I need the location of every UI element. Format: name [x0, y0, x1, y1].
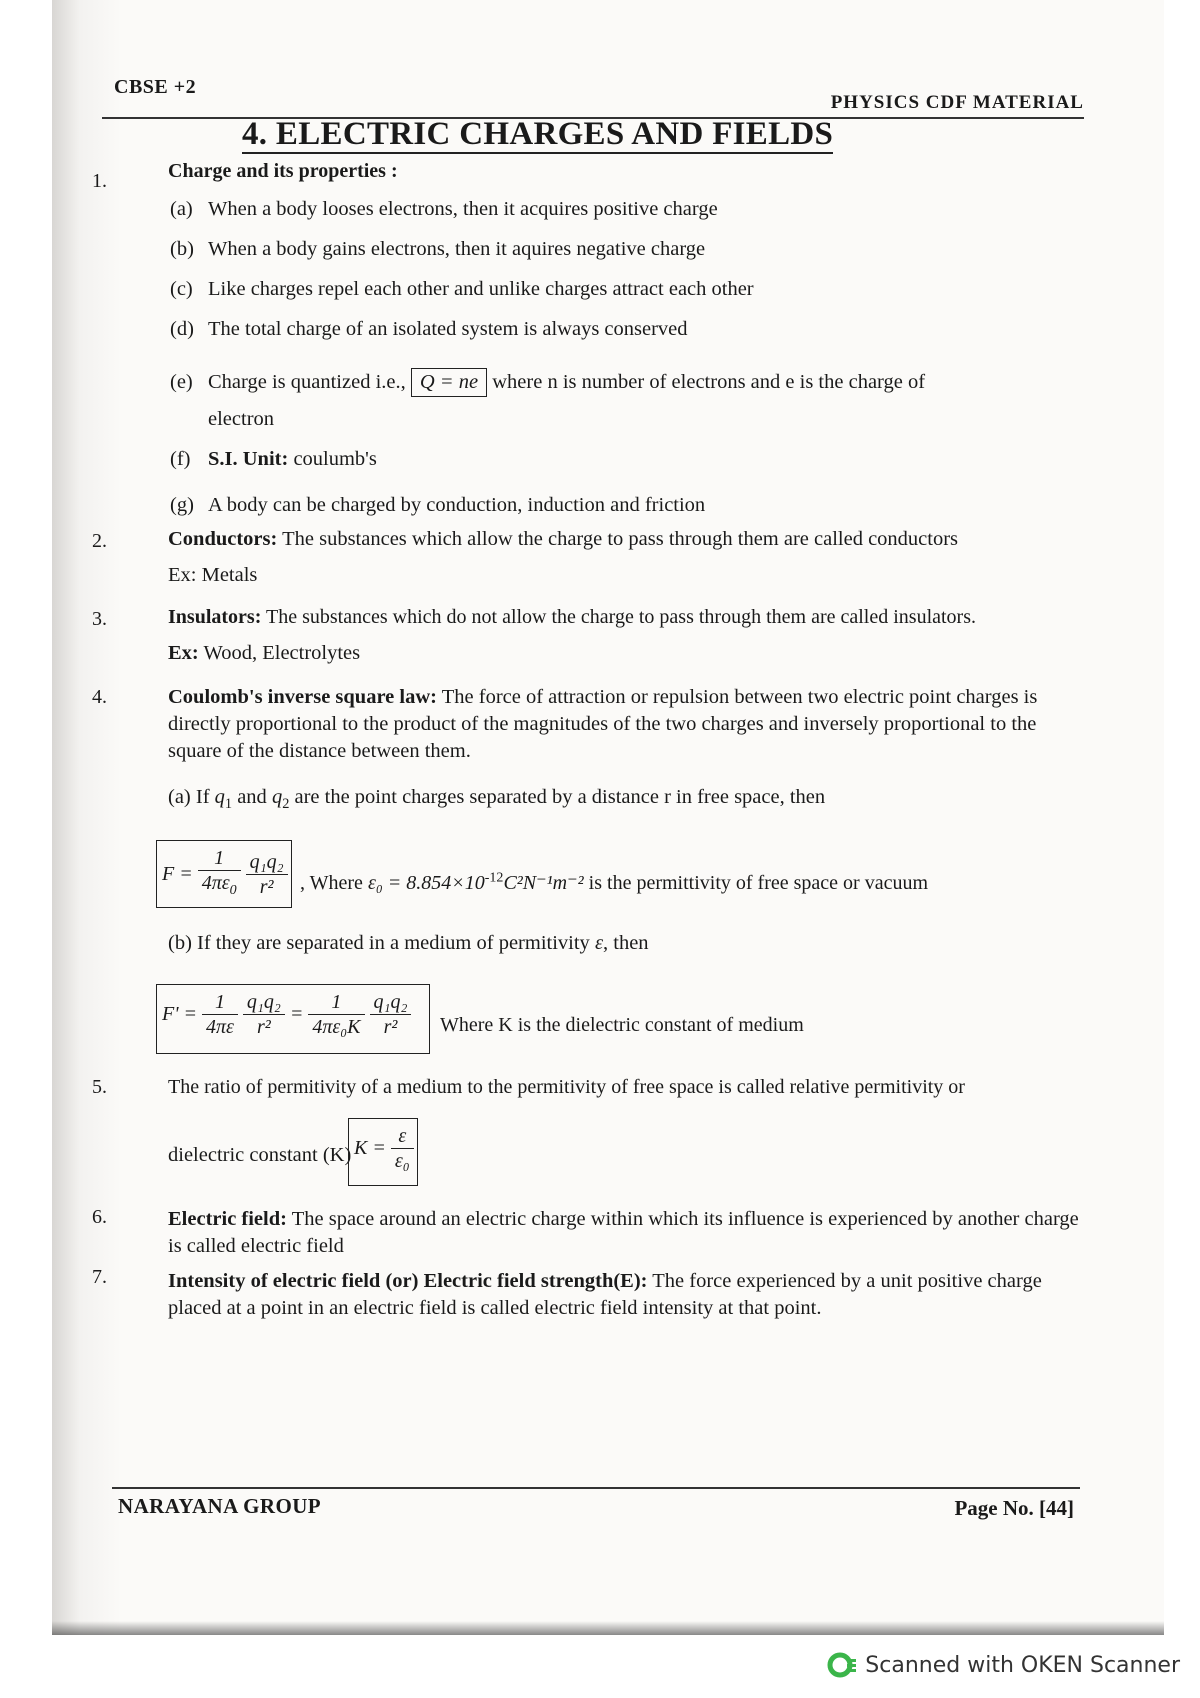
- scanner-watermark: [827, 1650, 1180, 1680]
- example-text: Ex: Wood, Electrolytes: [168, 642, 361, 664]
- definition-relative-permittivity: The ratio of permitivity of a medium to the permitivity of free space is called relative permitivity or: [168, 1076, 965, 1098]
- formula-box: Q = ne: [411, 368, 487, 397]
- definition-electric-field: Electric field: The space around an electric charge within which its influence is experienced by another charge is called electric field: [168, 1208, 1079, 1257]
- header-left-label: CBSE +2: [114, 76, 197, 98]
- definition-conductors: Conductors: The substances which allow the charge to pass through them are called conductors: [168, 528, 959, 550]
- header-right-label: PHYSICS CDF MATERIAL: [830, 92, 1084, 113]
- section-number: 3.: [92, 608, 107, 630]
- formula-coulomb-vacuum: F = $\frac{1}{4\pi\varepsilon_0}$ $\frac{\text{q₁q₂}}{\text{r²}}$: [162, 846, 288, 903]
- definition-insulators: Insulators: The substances which do not allow the charge to pass through them are called insulators.: [168, 606, 976, 628]
- list-item-continuation: electron: [208, 408, 275, 430]
- footer-rule: [112, 1487, 1080, 1489]
- formula-permittivity-text: , Where $\varepsilon_0 = 8.854\times 10^{-12}C^2N^{-1}m^{-2}$ is the permittivity of free space or vacuum: [300, 870, 928, 894]
- list-item: (d) The total charge of an isolated system is always conserved: [170, 318, 688, 340]
- section-number: 2.: [92, 530, 107, 552]
- example-text: Ex: Metals: [168, 564, 258, 586]
- scanned-page: [52, 0, 1164, 1635]
- definition-coulombs-law: Coulomb's inverse square law: The force of attraction or repulsion between two electric point charges is directly proportional to the product of the magnitudes of the two charges and inversely proportional to the square of the distance between them.: [168, 686, 1038, 762]
- list-item: (c) Like charges repel each other and unlike charges attract each other: [170, 278, 754, 300]
- list-item: (g) A body can be charged by conduction, induction and friction: [170, 494, 706, 516]
- section-heading: Charge and its properties :: [168, 160, 398, 182]
- page-title: 4. ELECTRIC CHARGES AND FIELDS: [242, 116, 834, 152]
- coulomb-part-a: (a) If $q_1$ and $q_2$ are the point charges separated by a distance r in free space, then: [168, 786, 826, 813]
- list-item-quantization: (e) Charge is quantized i.e., Q = ne where n is number of electrons and e is the charge of: [170, 368, 925, 397]
- footer-publisher: NARAYANA GROUP: [118, 1494, 321, 1518]
- section-number: 7.: [92, 1266, 107, 1288]
- list-item-si-unit: (f) S.I. Unit: coulumb's: [170, 448, 377, 470]
- section-number: 1.: [92, 170, 107, 192]
- section-number: 5.: [92, 1076, 107, 1098]
- formula-dielectric-text: Where K is the dielectric constant of medium: [440, 1014, 804, 1036]
- oken-scanner-logo-icon: [827, 1650, 857, 1680]
- dielectric-constant-label: dielectric constant (K): [168, 1144, 352, 1166]
- section-number: 4.: [92, 686, 107, 708]
- definition-field-intensity: Intensity of electric field (or) Electric field strength(E): The force experienced by a unit positive charge placed at a point in an electric field is called electric field intensity at that point.: [168, 1270, 1042, 1319]
- list-item: (b) When a body gains electrons, then it aquires negative charge: [170, 238, 706, 260]
- formula-coulomb-medium: F' = $\frac{1}{4\pi\varepsilon}$ $\frac{\text{q₁q₂}}{\text{r²}}$ = $\frac{1}{\text{4πε₀K}}$ $\frac{\text{q₁q₂}}{\text{r²}}$: [162, 990, 411, 1039]
- coulomb-part-b: (b) If they are separated in a medium of permitivity ε, then: [168, 932, 649, 954]
- footer-page-number: Page No. [44]: [954, 1496, 1074, 1520]
- section-number: 6.: [92, 1206, 107, 1228]
- page-edge-shadow: [52, 1621, 1164, 1635]
- list-item: (a) When a body looses electrons, then it acquires positive charge: [170, 198, 718, 220]
- formula-dielectric-constant: K = $\frac{\varepsilon}{\text{ε₀}}$: [354, 1124, 414, 1173]
- scanner-watermark-text: Scanned with OKEN Scanner: [865, 1652, 1180, 1678]
